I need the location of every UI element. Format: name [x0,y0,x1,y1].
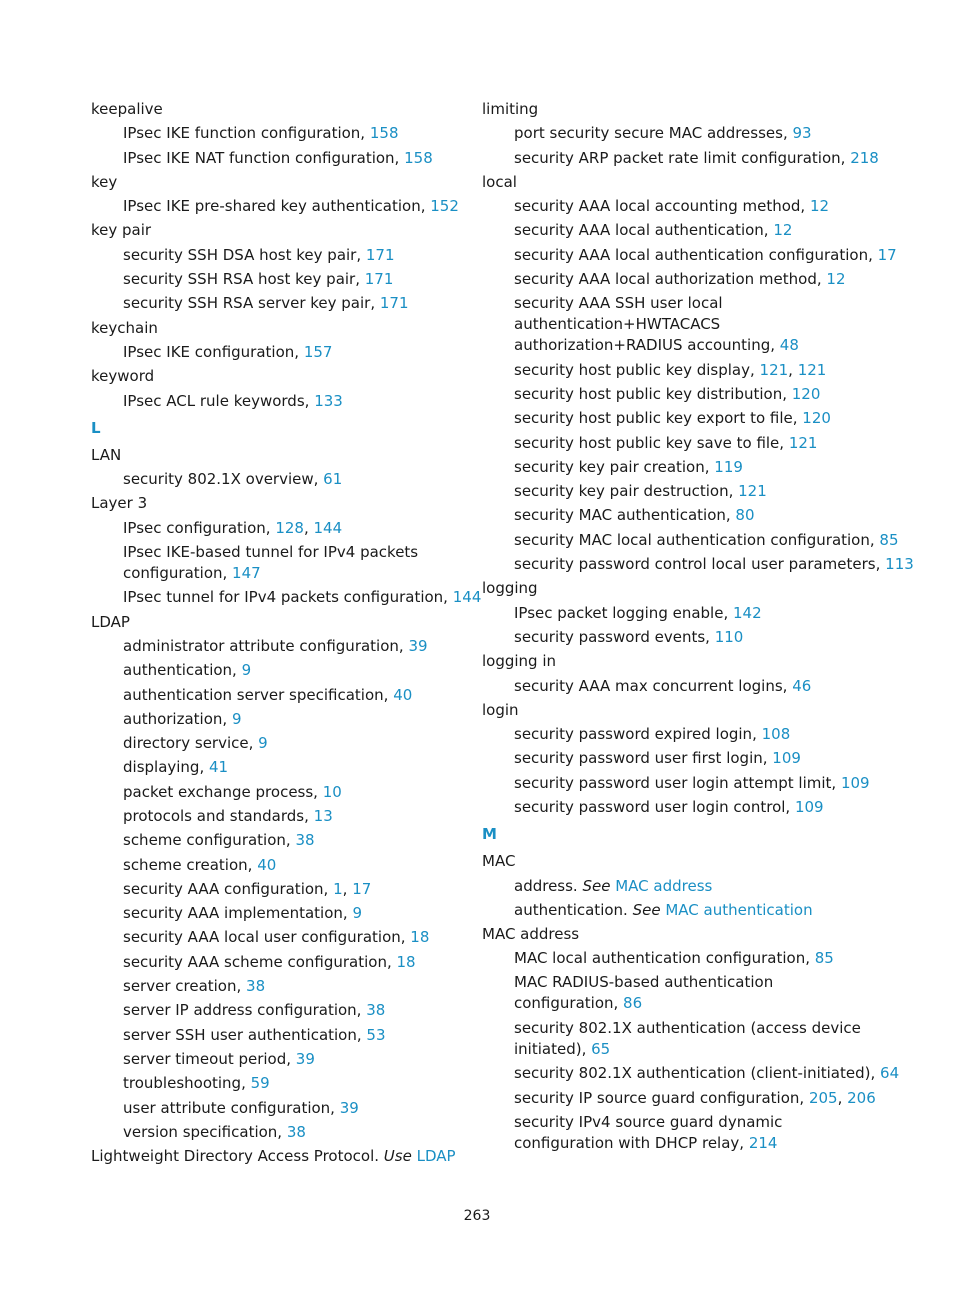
index-subentry [91,467,461,491]
index-subentry [482,874,872,898]
entry-text: security AAA implementation, [123,904,353,923]
page-link[interactable]: 39 [339,1098,359,1117]
page-link[interactable]: 39 [408,636,428,655]
cross-reference-word: Use [383,1147,412,1166]
entry-text: MAC [482,852,516,871]
page-link[interactable]: 40 [393,685,413,704]
entry-text: troubleshooting, [123,1074,251,1093]
page-link[interactable]: 12 [809,197,830,216]
page-link[interactable]: 53 [366,1025,386,1044]
page-link[interactable]: 41 [209,758,229,777]
index-entry [482,97,872,121]
entry-text: login [482,700,519,719]
page-link[interactable]: 205 [808,1088,838,1107]
page-number: 263 [463,1208,491,1224]
index-subentry [91,974,461,998]
page-link[interactable]: 85 [814,949,834,968]
entry-text: security SSH RSA host key pair, [123,270,365,289]
page-link[interactable]: 214 [748,1133,778,1152]
entry-text: security host public key save to file, [514,433,789,452]
index-subentry [91,828,461,852]
page-link[interactable]: 120 [802,409,831,428]
index-entry [482,698,872,722]
entry-text: authentication, [123,661,242,680]
index-subentry [91,1120,461,1144]
page-link[interactable]: 12 [826,270,846,289]
index-subentry [482,674,872,698]
page-link[interactable]: 38 [246,977,266,996]
cross-reference-link[interactable]: MAC authentication [665,900,813,919]
index-entry [91,170,461,194]
index-entry [91,1144,461,1168]
page-link[interactable]: 46 [792,676,812,695]
cross-reference-word: See [582,876,611,895]
index-subentry [482,406,872,430]
page-link[interactable]: 109 [840,773,870,792]
entry-text: directory service, [123,734,259,753]
page-link[interactable]: 85 [879,530,899,549]
page-link[interactable]: 144 [452,588,482,607]
entry-text: Lightweight Directory Access Protocol. [91,1147,384,1166]
entry-text: security MAC authentication, [514,506,736,525]
page-link[interactable]: 65 [591,1039,611,1058]
index-subentry [91,194,461,218]
index-subentry [482,528,899,552]
entry-text: IPsec configuration, [123,518,276,537]
page-link[interactable]: 158 [404,148,433,167]
entry-text: IPsec IKE configuration, [123,342,304,361]
page-link[interactable]: 18 [396,952,416,971]
entry-text: IPsec tunnel for IPv4 packets configuration, [123,588,453,607]
page-link[interactable]: 113 [885,555,914,574]
entry-text: displaying, [123,758,209,777]
page-link[interactable]: 39 [295,1049,315,1068]
index-subentry [91,901,461,925]
page-link[interactable]: 48 [779,335,799,354]
page-link[interactable]: 144 [313,518,343,537]
index-entry [482,922,872,946]
entry-text: security IPv4 source guard dynamic configuration with DHCP relay, [514,1112,783,1152]
entry-text: keychain [91,318,158,337]
index-subentry [482,431,872,455]
index-subentry [482,971,872,1016]
index-subentry [482,1016,872,1061]
entry-text: IPsec IKE function configuration, [123,124,370,143]
index-subentry [91,585,482,609]
page-link[interactable]: 206 [847,1088,876,1107]
index-subentry [482,1086,876,1110]
entry-text: IPsec packet logging enable, [514,603,733,622]
page-link[interactable]: 17 [352,879,372,898]
page-link[interactable]: 109 [772,749,801,768]
page-link[interactable]: 121 [797,360,827,379]
entry-text: security AAA SSH user local authentication+HWTACACS authorization+RADIUS accounting, [514,293,780,354]
entry-text: key pair [91,221,152,240]
entry-text: security password events, [514,627,715,646]
index-subentry [91,243,461,267]
page-link[interactable]: 133 [314,391,343,410]
entry-text: server timeout period, [123,1049,296,1068]
page-link[interactable]: 38 [286,1122,306,1141]
page-link[interactable]: 17 [877,245,897,264]
index-subentry [91,755,461,779]
entry-text: security password expired login, [514,725,762,744]
index-subentry [482,898,872,922]
page-link[interactable]: 1 [333,879,343,898]
entry-text: authorization, [123,709,232,728]
index-subentry [482,455,872,479]
entry-text: security AAA max concurrent logins, [514,676,793,695]
index-subentry [91,683,461,707]
entry-text: MAC RADIUS-based authentication configuration, [514,973,774,1013]
page-link[interactable]: 108 [761,725,791,744]
entry-text: security host public key distribution, [514,384,792,403]
index-subentry [91,1071,461,1095]
index-subentry [482,121,872,145]
entry-text: packet exchange process, [123,782,323,801]
page-link[interactable]: 9 [231,709,242,728]
entry-text: version specification, [123,1122,287,1141]
page-link[interactable]: 38 [366,1001,386,1020]
index-subentry [91,389,461,413]
entry-text: limiting [482,100,539,118]
entry-text: port security secure MAC addresses, [514,124,793,143]
index-entry [91,364,461,388]
page-link[interactable]: 158 [369,124,399,143]
entry-text: authentication. [514,900,633,919]
index-subentry [91,1047,461,1071]
page-link[interactable]: 218 [850,148,879,167]
entry-text: keyword [91,367,155,386]
page-link[interactable]: 64 [880,1064,900,1083]
index-subentry [482,382,872,406]
page-link[interactable]: 80 [735,506,755,525]
entry-text: security key pair destruction, [514,482,739,501]
entry-text: security password user login control, [514,798,795,816]
entry-text: security AAA local authentication, [514,221,774,240]
entry-text: security host public key display, [514,360,760,379]
page-link[interactable]: 119 [714,457,743,476]
index-subentry [482,601,872,625]
index-subentry [91,291,461,315]
index-entry [91,443,461,467]
entry-text: server IP address configuration, [123,1001,367,1020]
page-link[interactable]: 142 [733,603,762,622]
entry-text: scheme configuration, [123,831,296,850]
index-entry [91,316,461,340]
entry-text: security AAA local user configuration, [123,928,411,947]
page-link[interactable]: 121 [759,360,789,379]
cross-reference-word: See [632,900,661,919]
index-subentry [482,946,872,970]
entry-text: authentication server specification, [123,685,394,704]
index-subentry [482,291,872,357]
entry-text: security 802.1X authentication (access device initiated), [514,1018,861,1058]
entry-text: IPsec IKE-based tunnel for IPv4 packets configuration, [123,542,419,582]
entry-text: administrator attribute configuration, [123,636,409,655]
entry-text: security SSH DSA host key pair, [123,245,366,264]
page-separator: , [303,518,314,537]
page-separator: , [342,879,353,898]
index-subentry [482,503,872,527]
entry-text: LDAP [91,612,130,631]
entry-text: security ARP packet rate limit configuration, [514,148,851,167]
index-subentry [482,358,872,382]
entry-text: security key pair creation, [514,457,715,476]
index-subentry [482,194,872,218]
page-link[interactable]: 40 [257,855,277,874]
index-entry [91,97,461,121]
page-link[interactable]: 9 [258,734,268,753]
entry-text: security IP source guard configuration, [514,1088,809,1107]
page-link[interactable]: 110 [714,627,744,646]
page-link[interactable]: 18 [410,928,430,947]
section-letter: L [91,418,101,437]
index-subentry [482,479,872,503]
entry-text: MAC address [482,925,580,944]
entry-text: security AAA local authorization method, [514,270,827,289]
page-link[interactable]: 13 [313,807,333,825]
page-link[interactable]: 10 [322,782,342,801]
entry-text: security AAA configuration, [123,879,334,898]
page-link[interactable]: 128 [275,518,304,537]
index-subentry [91,121,461,145]
entry-text: IPsec IKE pre-shared key authentication, [123,197,431,216]
index-column-right [482,97,914,1155]
index-subentry [482,722,872,746]
index-subentry [91,707,461,731]
entry-text: Layer 3 [91,494,148,513]
index-subentry [482,771,872,795]
entry-text: security host public key export to file, [514,409,803,428]
page-link[interactable]: 61 [323,470,343,489]
index-subentry [482,552,914,576]
index-subentry [91,658,461,682]
entry-text: keepalive [91,100,163,118]
index-entry [482,849,872,873]
index-subentry [91,731,461,755]
entry-text: security MAC local authentication configuration, [514,530,880,549]
entry-text: protocols and standards, [123,807,314,825]
index-entry [91,491,461,515]
index-entry [482,170,872,194]
index-column-left [91,97,482,1168]
entry-text: logging [482,579,538,598]
index-entry [482,649,872,673]
cross-reference-link[interactable]: LDAP [416,1147,456,1166]
index-subentry [482,746,872,770]
entry-text: logging in [482,652,557,671]
entry-text: key [91,172,118,191]
index-subentry [91,267,461,291]
page-link[interactable]: 121 [788,433,818,452]
index-subentry [482,795,872,819]
page-link[interactable]: 120 [791,384,821,403]
index-subentry [482,218,872,242]
page-link[interactable]: 147 [232,563,261,582]
page-link[interactable]: 109 [794,798,824,816]
page-link[interactable]: 9 [352,904,362,923]
page-separator: , [788,360,798,379]
page-link[interactable]: 152 [430,197,459,216]
entry-text: security SSH RSA server key pair, [123,294,380,313]
entry-text: server creation, [123,977,247,996]
index-subentry [91,516,461,540]
index-subentry [482,146,879,170]
entry-text: security AAA local accounting method, [514,197,810,216]
index-subentry [482,243,897,267]
index-subentry [91,340,461,364]
section-letter: M [482,825,497,844]
entry-text: security AAA local authentication configuration, [514,245,878,264]
page-link[interactable]: 121 [738,482,767,501]
index-subentry [482,1061,900,1085]
entry-text: address. [514,876,583,895]
entry-text: security 802.1X overview, [123,470,324,489]
entry-text: server SSH user authentication, [123,1025,367,1044]
entry-text: IPsec IKE NAT function configuration, [123,148,405,167]
index-subentry [91,925,461,949]
index-entry [91,218,461,242]
page-link[interactable]: 38 [295,831,315,850]
index-subentry [91,146,461,170]
index-subentry [91,853,461,877]
page-link[interactable]: 93 [792,124,812,143]
entry-text: scheme creation, [123,855,258,874]
page-link[interactable]: 12 [773,221,793,240]
index-subentry [91,634,461,658]
entry-text: security password user login attempt limit, [514,773,841,792]
page-link[interactable]: 171 [364,270,394,289]
index-subentry [91,877,461,901]
index-subentry [91,950,461,974]
page-link[interactable]: 9 [241,661,252,680]
index-subentry [91,540,461,585]
entry-text: security 802.1X authentication (client-initiated), [514,1064,881,1083]
entry-text: security AAA scheme configuration, [123,952,397,971]
page-link[interactable]: 157 [303,342,333,361]
index-subentry [482,625,872,649]
index-subentry [91,780,461,804]
index-subentry [482,267,872,291]
entry-text: MAC local authentication configuration, [514,949,815,968]
page-separator: , [837,1088,848,1107]
entry-text: IPsec ACL rule keywords, [123,391,315,410]
page-link[interactable]: 171 [365,245,395,264]
index-subentry [482,1110,872,1155]
entry-text: LAN [91,445,122,464]
index-subentry [91,1096,461,1120]
page-link[interactable]: 171 [379,294,409,313]
entry-text: security password user first login, [514,749,773,768]
cross-reference-link[interactable]: MAC address [615,876,713,895]
entry-text: user attribute configuration, [123,1098,340,1117]
index-subentry [91,1023,461,1047]
entry-text: security password control local user parameters, [514,555,886,574]
entry-text: local [482,172,517,191]
page-link[interactable]: 59 [250,1074,270,1093]
index-subentry [91,804,461,828]
page-link[interactable]: 86 [623,994,643,1013]
index-entry [91,610,461,634]
index-subentry [91,998,461,1022]
index-entry [482,576,872,600]
